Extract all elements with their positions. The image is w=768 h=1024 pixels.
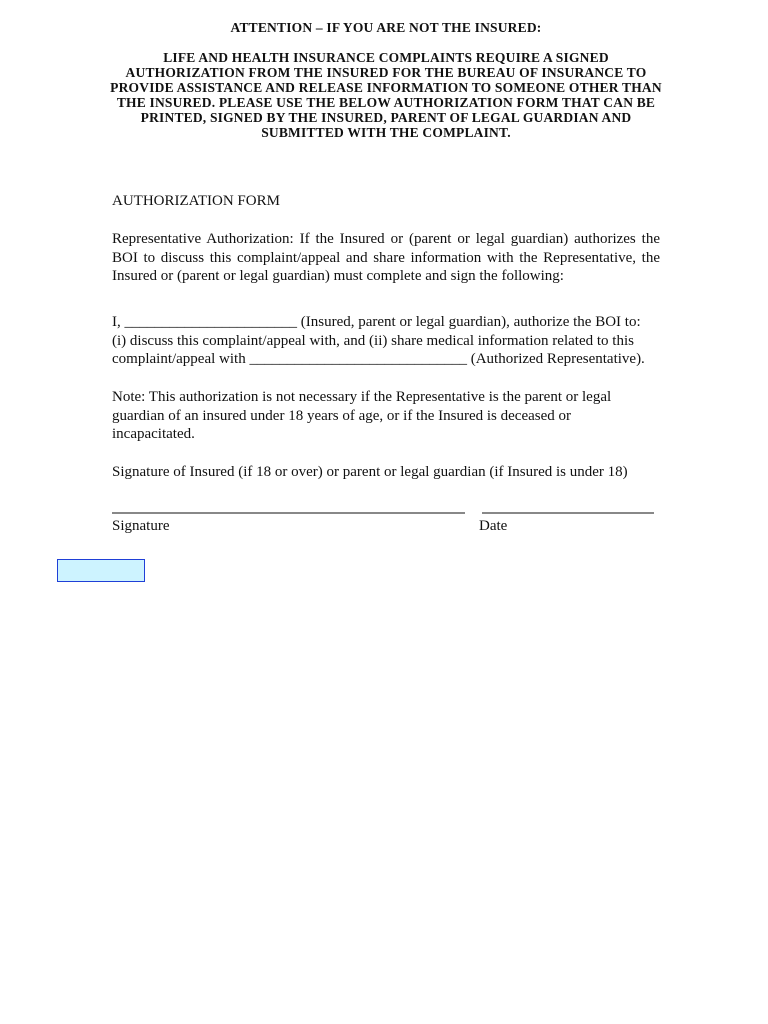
authorization-line: complaint/appeal with _____________________________ (Authorized Representative).	[112, 351, 645, 367]
notice-line: LIFE AND HEALTH INSURANCE COMPLAINTS REQUIRE A SIGNED	[163, 50, 609, 65]
signature-label: Signature	[112, 518, 170, 534]
notice-block	[110, 50, 662, 140]
note-line: Note: This authorization is not necessary if the Representative is the parent or legal	[112, 389, 612, 405]
representative-authorization-paragraph: Representative Authorization: If the Insured or (parent or legal guardian) authorizes the BOI to discuss this complaint/appeal and share information with the Representative, the Insured or (parent or legal guardian) must complete and sign the following:	[112, 231, 660, 284]
notice-line: PROVIDE ASSISTANCE AND RELEASE INFORMATION TO SOMEONE OTHER THAN	[110, 80, 662, 95]
signature-line	[112, 500, 465, 514]
note-line: incapacitated.	[112, 426, 195, 442]
form-field-box[interactable]	[57, 559, 145, 582]
date-label: Date	[479, 518, 508, 534]
note-paragraph	[112, 388, 660, 444]
authorization-line: (i) discuss this complaint/appeal with, and (ii) share medical information related to this	[112, 332, 634, 349]
note-line: guardian of an insured under 18 years of age, or if the Insured is deceased or	[112, 407, 571, 424]
authorization-line: I, _______________________ (Insured, parent or legal guardian), authorize the BOI to:	[112, 314, 641, 330]
signature-instruction: Signature of Insured (if 18 or over) or parent or legal guardian (if Insured is under 18)	[112, 464, 628, 480]
attention-heading: ATTENTION – IF YOU ARE NOT THE INSURED:	[230, 20, 542, 35]
notice-line: AUTHORIZATION FROM THE INSURED FOR THE BUREAU OF INSURANCE TO	[125, 65, 647, 80]
form-title: AUTHORIZATION FORM	[112, 193, 280, 209]
notice-line: THE INSURED. PLEASE USE THE BELOW AUTHORIZATION FORM THAT CAN BE	[116, 95, 656, 110]
authorization-statement	[112, 313, 660, 369]
notice-line: PRINTED, SIGNED BY THE INSURED, PARENT OF LEGAL GUARDIAN AND	[140, 110, 632, 125]
date-line	[482, 500, 654, 514]
notice-line: SUBMITTED WITH THE COMPLAINT.	[261, 125, 511, 140]
